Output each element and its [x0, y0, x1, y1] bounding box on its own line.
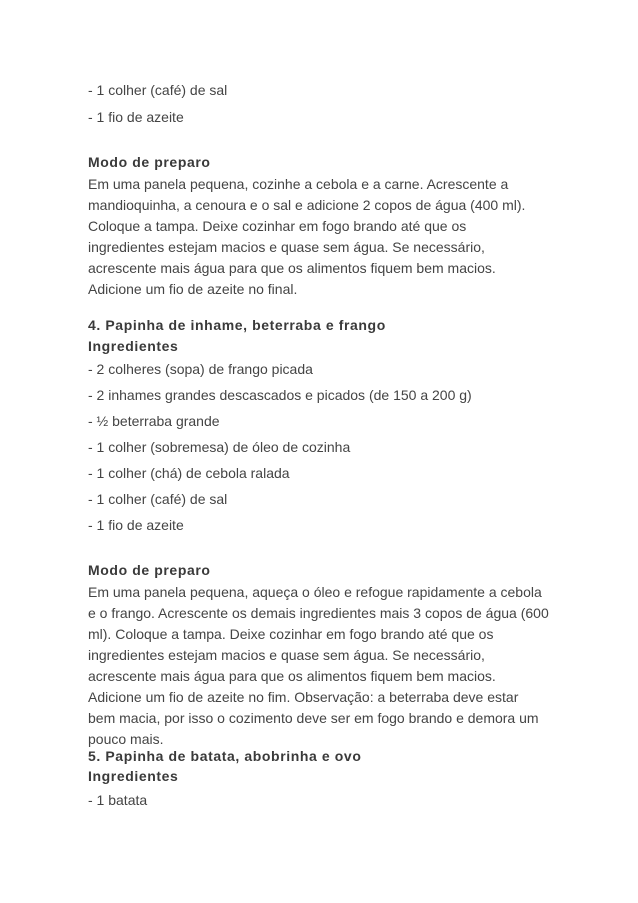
ingredient-item: - 1 colher (café) de sal [88, 82, 228, 98]
paragraph-line: mandioquinha, a cenoura e o sal e adicione 2 copos de água (400 ml). [88, 197, 526, 213]
ingredients-heading: Ingredientes [88, 338, 179, 354]
paragraph-line: bem macia, por isso o cozimento deve ser em fogo brando e demora um [88, 710, 539, 726]
paragraph-line: Adicione um fio de azeite no fim. Observação: a beterraba deve estar [88, 689, 519, 705]
paragraph-line: e o frango. Acrescente os demais ingredientes mais 3 copos de água (600 [88, 605, 549, 621]
ingredient-item: - 1 batata [88, 792, 148, 808]
paragraph-line: Em uma panela pequena, aqueça o óleo e refogue rapidamente a cebola [88, 584, 542, 600]
recipe-title: 5. Papinha de batata, abobrinha e ovo [88, 748, 362, 764]
ingredient-item: - 1 fio de azeite [88, 517, 184, 533]
ingredient-item: - 1 colher (chá) de cebola ralada [88, 465, 290, 481]
paragraph-line: ingredientes estejam macios e quase sem água. Se necessário, [88, 647, 485, 663]
ingredient-item: - 2 colheres (sopa) de frango picada [88, 361, 313, 377]
ingredient-item: - 1 colher (sobremesa) de óleo de cozinha [88, 439, 351, 455]
paragraph-line: Coloque a tampa. Deixe cozinhar em fogo brando até que os [88, 218, 467, 234]
paragraph-line: Adicione um fio de azeite no final. [88, 281, 298, 297]
paragraph-line: acrescente mais água para que os alimentos fiquem bem macios. [88, 260, 496, 276]
ingredient-item: - 1 fio de azeite [88, 109, 184, 125]
ingredient-item: - ½ beterraba grande [88, 413, 220, 429]
paragraph-line: acrescente mais água para que os alimentos fiquem bem macios. [88, 668, 496, 684]
recipe-title: 4. Papinha de inhame, beterraba e frango [88, 317, 386, 333]
section-heading: Modo de preparo [88, 154, 211, 170]
paragraph-line: pouco mais. [88, 731, 164, 747]
ingredient-item: - 1 colher (café) de sal [88, 491, 228, 507]
paragraph-line: ml). Coloque a tampa. Deixe cozinhar em fogo brando até que os [88, 626, 494, 642]
paragraph-line: Em uma panela pequena, cozinhe a cebola e a carne. Acrescente a [88, 176, 509, 192]
ingredients-heading: Ingredientes [88, 768, 179, 784]
paragraph-line: ingredientes estejam macios e quase sem água. Se necessário, [88, 239, 485, 255]
ingredient-item: - 2 inhames grandes descascados e picados (de 150 a 200 g) [88, 387, 472, 403]
section-heading: Modo de preparo [88, 562, 211, 578]
